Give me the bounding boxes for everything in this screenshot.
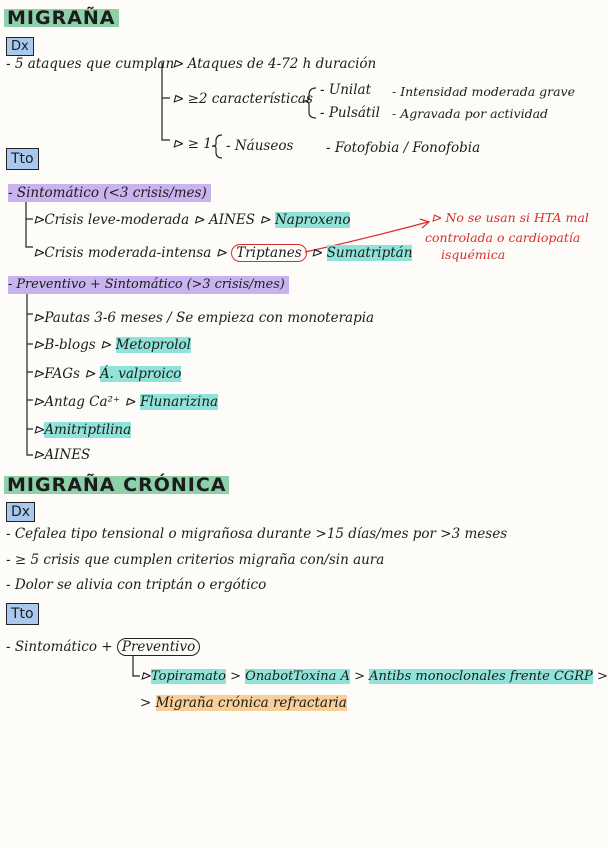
prev-item-antag: ⊳Antag Ca²⁺ ⊳ Flunarizina bbox=[33, 394, 219, 410]
dx-label-cronica: Dx bbox=[6, 502, 35, 522]
dx-branch-duration: ⊳ Ataques de 4-72 h duración bbox=[172, 56, 377, 72]
arrow-icon: ⊳ bbox=[33, 366, 45, 382]
drug-onabottoxina: OnabotToxina A bbox=[245, 669, 350, 684]
page-title: MIGRAÑA bbox=[4, 9, 119, 27]
preventivo-heading: - Preventivo + Sintomático (>3 crisis/mes) bbox=[8, 276, 289, 294]
drug-anticuerpos-cgrp: Antibs monoclonales frente CGRP bbox=[369, 669, 593, 684]
arrow-icon: ⊳ bbox=[33, 422, 45, 438]
arrow-icon: ⊳ bbox=[33, 212, 45, 228]
char-agravada: - Agravada por actividad bbox=[392, 106, 549, 121]
cronica-dx-line-2: - ≥ 5 crisis que cumplen criterios migraña con/sin aura bbox=[6, 552, 385, 568]
cronica-dx-line-3: - Dolor se alivia con triptán o ergótico bbox=[6, 577, 267, 593]
sint-row-intensa: ⊳Crisis moderada-intensa ⊳ Triptanes ⊳ Sumatriptán bbox=[33, 245, 413, 261]
arrow-icon: ⊳ bbox=[172, 56, 184, 72]
arrow-icon: ⊳ bbox=[33, 310, 45, 326]
char-unilat: - Unilat bbox=[320, 82, 372, 98]
dx-label: Dx bbox=[6, 37, 34, 56]
triptanes-oval: Triptanes bbox=[231, 244, 307, 262]
section-title-cronica: MIGRAÑA CRÓNICA bbox=[4, 476, 229, 494]
dx-branch-one-of: ⊳ ≥ 1 bbox=[172, 136, 212, 152]
drug-valproico: Á. valproico bbox=[99, 366, 182, 382]
arrow-icon: ⊳ bbox=[33, 337, 45, 353]
dx-lead-text: - 5 ataques que cumplan bbox=[6, 56, 175, 72]
prev-item-bblogs: ⊳B-blogs ⊳ Metoprolol bbox=[33, 337, 191, 353]
note-line-2: controlada o cardiopatía bbox=[425, 230, 581, 245]
arrow-icon: ⊳ bbox=[33, 447, 45, 463]
arrow-icon: ⊳ bbox=[33, 394, 45, 410]
arrow-icon: ⊳ bbox=[140, 669, 151, 684]
drug-sumatriptan: Sumatriptán bbox=[326, 245, 413, 261]
tto-label: Tto bbox=[6, 148, 39, 170]
cronica-refractaria-line: > Migraña crónica refractaria bbox=[140, 695, 347, 711]
cronica-tto-line: - Sintomático + Preventivo bbox=[6, 638, 200, 656]
drug-flunarizina: Flunarizina bbox=[140, 394, 219, 410]
symptom-nauseas: - Náuseos bbox=[226, 138, 294, 154]
cronica-dx-line-1: - Cefalea tipo tensional o migrañosa durante >15 días/mes por >3 meses bbox=[6, 526, 508, 542]
drug-metoprolol: Metoprolol bbox=[115, 337, 191, 353]
sint-row-leve: ⊳Crisis leve-moderada ⊳ AINES ⊳ Naproxeno bbox=[33, 212, 351, 228]
drug-topiramato: Topiramato bbox=[150, 669, 226, 684]
prev-item-pautas: ⊳Pautas 3-6 meses / Se empieza con monoterapia bbox=[33, 310, 375, 326]
refractaria-highlight: Migraña crónica refractaria bbox=[155, 695, 347, 711]
drug-naproxeno: Naproxeno bbox=[274, 212, 351, 228]
arrow-icon: ⊳ bbox=[172, 136, 184, 152]
char-pulsatil: - Pulsátil bbox=[320, 105, 380, 121]
prev-item-amitriptilina: ⊳Amitriptilina bbox=[33, 422, 132, 438]
arrow-icon: ⊳ bbox=[33, 245, 45, 261]
cronica-tto-chain: ⊳Topiramato > OnabotToxina A > Antibs monoclonales frente CGRP > bbox=[140, 669, 608, 684]
preventivo-oval: Preventivo bbox=[117, 638, 200, 656]
dx-branch-characteristics: ⊳ ≥2 características bbox=[172, 91, 313, 107]
note-line-1: ⊳ No se usan si HTA mal bbox=[431, 210, 589, 225]
tto-label-cronica: Tto bbox=[6, 603, 39, 625]
arrow-icon: ⊳ bbox=[172, 91, 184, 107]
sintomatico-heading: - Sintomático (<3 crisis/mes) bbox=[8, 184, 211, 202]
prev-item-fags: ⊳FAGs ⊳ Á. valproico bbox=[33, 366, 182, 382]
symptom-fotofobia: - Fotofobia / Fonofobia bbox=[326, 140, 481, 156]
note-line-3: isquémica bbox=[441, 247, 506, 262]
prev-item-aines: ⊳AINES bbox=[33, 447, 91, 463]
char-intensidad: - Intensidad moderada grave bbox=[392, 84, 576, 99]
